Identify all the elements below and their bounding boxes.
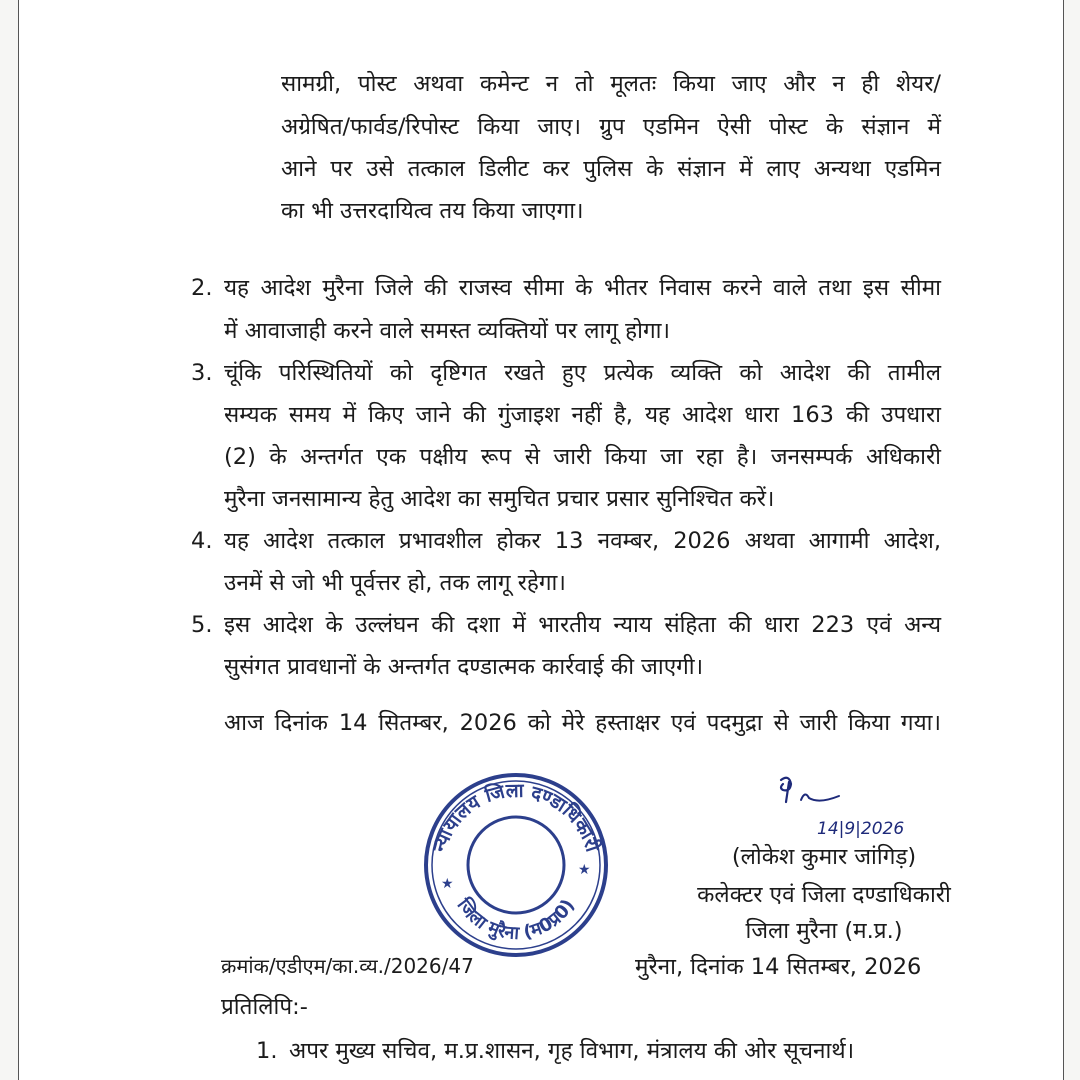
item-3-number: 3. — [191, 360, 213, 386]
item-2-line-2: में आवाजाही करने वाले समस्त व्यक्तियों पर लागू होगा। — [224, 318, 670, 344]
copy-heading: प्रतिलिपि:- — [221, 994, 308, 1020]
place-date: मुरैना, दिनांक 14 सितम्बर, 2026 — [635, 954, 922, 980]
item-3-line-3: (2) के अन्तर्गत एक पक्षीय रूप से जारी किया जा रहा है। जनसम्पर्क अधिकारी — [224, 444, 941, 470]
item-4-line-2: उनमें से जो भी पूर्वत्तर हो, तक लागू रहेगा। — [224, 570, 566, 596]
item-2-number: 2. — [191, 275, 213, 301]
seal-star-left: ★ — [441, 876, 454, 892]
item-3-line-4: मुरैना जनसामान्य हेतु आदेश का समुचित प्रचार प्रसार सुनिश्चित करें। — [224, 486, 775, 512]
seal-bottom-text: जिला मुरैना (म0प्र0) — [452, 894, 580, 945]
document-page — [18, 0, 1064, 1080]
item-5-number: 5. — [191, 612, 213, 638]
issued-statement: आज दिनांक 14 सितम्बर, 2026 को मेरे हस्ताक्षर एवं पदमुद्रा से जारी किया गया। — [224, 710, 941, 736]
official-seal-icon — [421, 770, 611, 960]
copy-1-number: 1. — [256, 1038, 278, 1064]
signatory-district: जिला मुरैना (म.प्र.) — [745, 918, 903, 944]
para1-line-2: अग्रेषित/फार्वड/रिपोस्ट किया जाए। ग्रुप एडमिन ऐसी पोस्ट के संज्ञान में — [281, 114, 941, 140]
copy-1-text: अपर मुख्य सचिव, म.प्र.शासन, गृह विभाग, मंत्रालय की ओर सूचनार्थ। — [289, 1038, 855, 1064]
item-2-line-1: यह आदेश मुरैना जिले की राजस्व सीमा के भीतर निवास करने वाले तथा इस सीमा — [224, 275, 941, 301]
item-3-line-1: चूंकि परिस्थितियों को दृष्टिगत रखते हुए प्रत्येक व्यक्ति को आदेश की तामील — [224, 360, 941, 386]
seal-star-right: ★ — [578, 862, 591, 878]
para1-line-3: आने पर उसे तत्काल डिलीट कर पुलिस के संज्ञान में लाए अन्यथा एडमिन — [281, 156, 941, 182]
item-5-line-2: सुसंगत प्रावधानों के अन्तर्गत दण्डात्मक कार्रवाई की जाएगी। — [224, 654, 704, 680]
seal-top-text: न्यायालय जिला दण्डाधिकारी — [428, 779, 604, 855]
signature-date: 14|9|2026 — [817, 819, 905, 839]
signature-icon — [769, 772, 929, 842]
item-4-line-1: यह आदेश तत्काल प्रभावशील होकर 13 नवम्बर, 2026 अथवा आगामी आदेश, — [224, 528, 941, 554]
para1-line-4: का भी उत्तरदायित्व तय किया जाएगा। — [281, 198, 584, 224]
item-4-number: 4. — [191, 528, 213, 554]
signatory-designation: कलेक्टर एवं जिला दण्डाधिकारी — [697, 882, 951, 908]
item-3-line-2: सम्यक समय में किए जाने की गुंजाइश नहीं है, यह आदेश धारा 163 की उपधारा — [224, 402, 941, 428]
item-5-line-1: इस आदेश के उल्लंघन की दशा में भारतीय न्याय संहिता की धारा 223 एवं अन्य — [224, 612, 941, 638]
para1-line-1: सामग्री, पोस्ट अथवा कमेन्ट न तो मूलतः किया जाए और न ही शेयर/ — [281, 71, 941, 97]
signatory-name: (लोकेश कुमार जांगिड़) — [731, 844, 917, 870]
reference-number: क्रमांक/एडीएम/का.व्य./2026/47 — [221, 954, 474, 978]
